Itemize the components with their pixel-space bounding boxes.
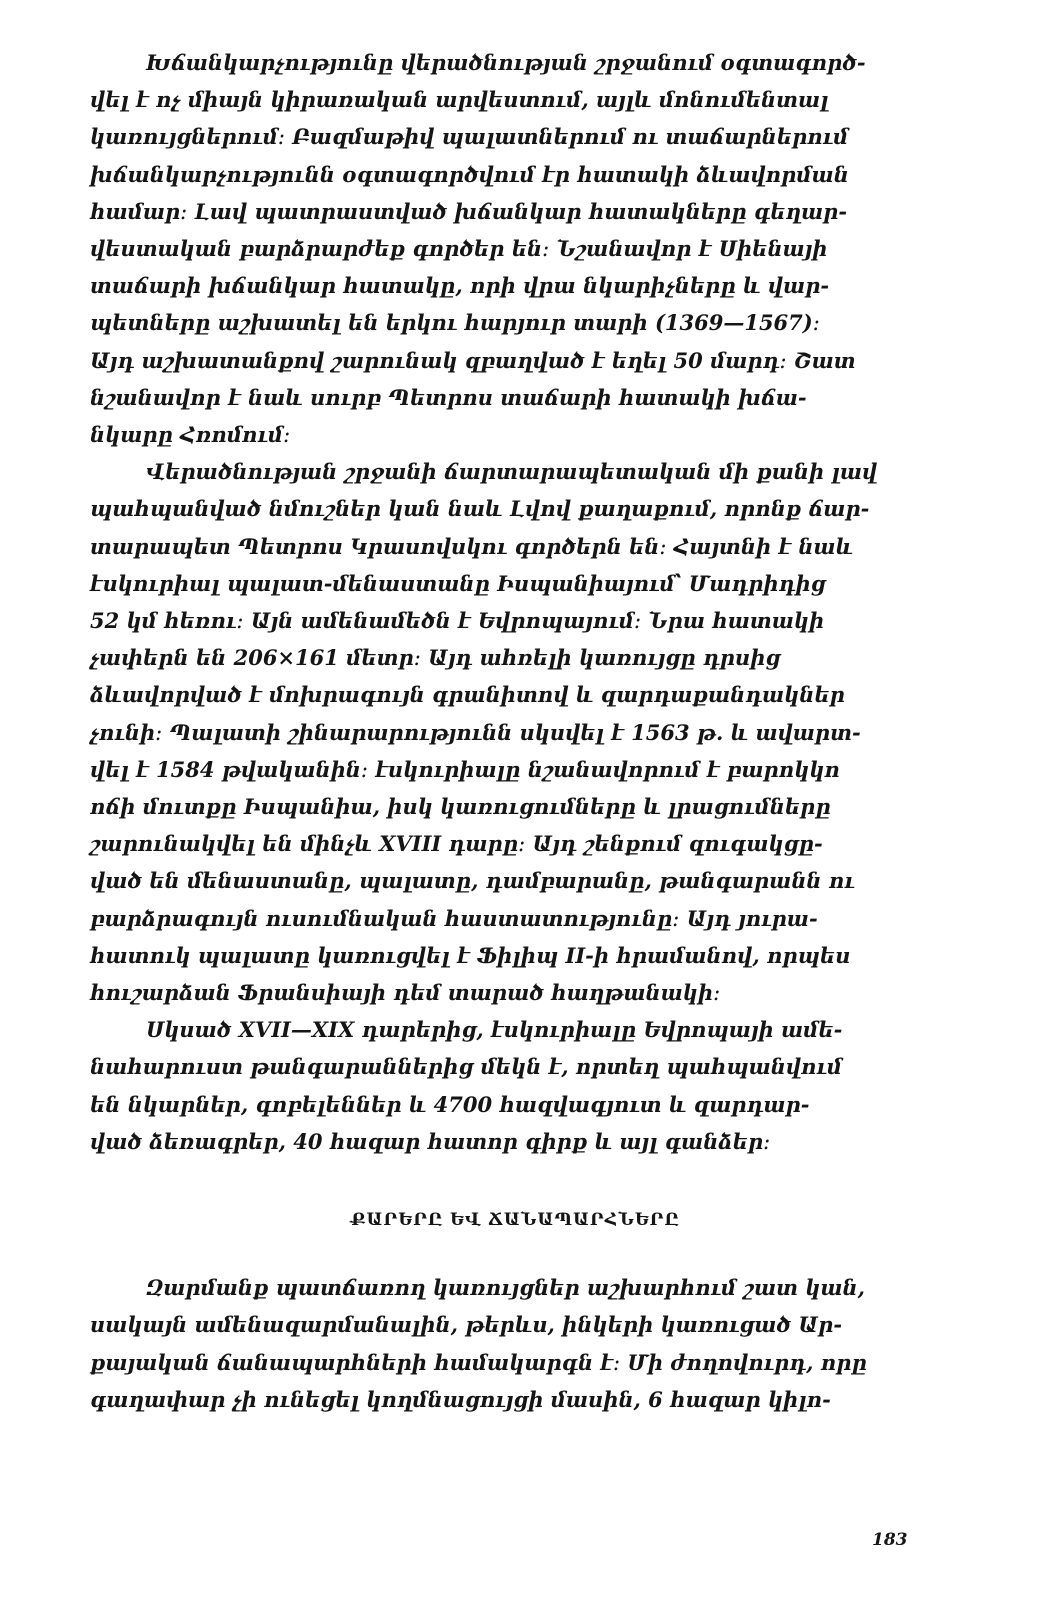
text-line: նկարը Հռոմում։: [90, 422, 291, 448]
text-line: Այդ աշխատանքով շարունակ զբաղված է եղել 50 մարդ։ Շատ: [90, 347, 856, 373]
text-line: ոճի մուտքը Իսպանիա, իսկ կառուցումները և լրացումները: [90, 794, 831, 820]
paragraph-escorial: [90, 453, 940, 1011]
text-line: Վերածնության շրջանի ճարտարապետական մի քանի լավ: [146, 459, 878, 485]
text-line: ված ձեռագրեր, 40 հազար հատոր գիրք և այլ գանձեր։: [90, 1128, 771, 1154]
text-line: քայական ճանապարհների համակարգն է։ Մի ժողովուրդ, որը: [90, 1349, 867, 1375]
text-line: ձևավորված է մոխրագույն գրանիտով և զարդաքանդակներ: [90, 682, 845, 708]
paragraph-roads: [90, 1269, 940, 1418]
text-line: են նկարներ, գոբելեններ և 4700 հազվագյուտ և զարդար-: [90, 1091, 810, 1117]
text-line: նահարուստ թանգարաններից մեկն է, որտեղ պահպանվում: [90, 1054, 843, 1080]
paragraph-mosaic: [90, 44, 940, 453]
text-line: Զարմանք պատճառող կառույցներ աշխարհում շատ կան,: [146, 1275, 865, 1301]
text-line: չունի։ Պալատի շինարարությունն սկսվել է 1563 թ. և ավարտ-: [90, 719, 861, 745]
text-line: ված են մենաստանը, պալատը, դամբարանը, թանգարանն ու: [90, 868, 855, 894]
text-line: սակայն ամենազարմանալին, թերևս, ինկերի կառուցած Ար-: [90, 1312, 843, 1338]
text-line: էսկուրիալ պալատ-մենաստանը Իսպանիայում՝ Մադրիդից: [90, 570, 826, 596]
text-line: հատուկ պալատը կառուցվել է Ֆիլիպ II-ի հրամանով, որպես: [90, 942, 851, 968]
book-page: [90, 44, 940, 1418]
text-line: պահպանված նմուշներ կան նաև Լվով քաղաքում, որոնք ճար-: [90, 496, 870, 522]
text-line: վել է 1584 թվականին։ էսկուրիալը նշանավորում է բարոկկո: [90, 756, 840, 782]
text-line: տաճարի խճանկար հատակը, որի վրա նկարիչները և վար-: [90, 273, 830, 299]
text-line: շարունակվել են մինչև XVIII դարը։ Այդ շենքում զուգակցը-: [90, 831, 823, 857]
page-number: 183: [872, 1530, 908, 1550]
text-line: Սկսած XVII—XIX դարերից, էսկուրիալը Եվրոպայի ամե-: [146, 1017, 843, 1043]
text-line: համար։ Լավ պատրաստված խճանկար հատակները գեղար-: [90, 198, 848, 224]
text-line: կառույցներում։ Բազմաթիվ պալատներում ու տաճարներում: [90, 124, 849, 150]
text-line: գաղափար չի ունեցել կողմնացույցի մասին, 6 հազար կիլո-: [90, 1386, 831, 1412]
text-line: չափերն են 206×161 մետր։ Այդ ահռելի կառույցը դրսից: [90, 645, 781, 671]
section-heading: ՔԱՐԵՐԸ ԵՎ ՃԱՆԱՊԱՐՀՆԵՐԸ: [350, 1210, 680, 1231]
text-line: հուշարձան Ֆրանսիայի դեմ տարած հաղթանակի։: [90, 980, 721, 1006]
paragraph-museum: [90, 1011, 940, 1160]
text-line: պետները աշխատել են երկու հարյուր տարի (1369—1567)։: [90, 310, 820, 336]
text-line: տարապետ Պետրոս Կրասովսկու գործերն են։ Հայտնի է նաև: [90, 533, 854, 559]
text-line: խճանկարչությունն օգտագործվում էր հատակի ձևավորման: [90, 161, 849, 187]
text-line: Խճանկարչությունը վերածնության շրջանում օգտագործ-: [146, 50, 866, 75]
text-line: վել է ոչ միայն կիրառական արվեստում, այլև մոնումենտալ: [90, 87, 829, 113]
text-line: բարձրագույն ուսումնական հաստատությունը։ Այդ յուրա-: [90, 905, 818, 931]
text-line: 52 կմ հեռու։ Այն ամենամեծն է Եվրոպայում։ Նրա հատակի: [90, 608, 825, 634]
text-line: նշանավոր է նաև սուրբ Պետրոս տաճարի հատակի խճա-: [90, 384, 807, 410]
text-line: վեստական բարձրարժեք գործեր են։ Նշանավոր է Սիենայի: [90, 236, 828, 262]
